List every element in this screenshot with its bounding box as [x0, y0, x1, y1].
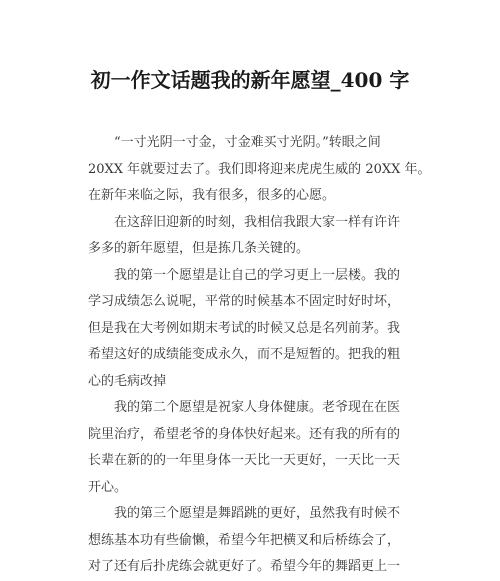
text-line: 长辈在新的的一年里身体一天比一天更好，一天比一天: [88, 453, 401, 468]
text-line: 心的毛病改掉: [88, 373, 167, 389]
text-line: 院里治疗，希望老爷的身体快好起来。还有我的所有的: [88, 426, 401, 442]
text-line: 在新年来临之际，我有很多，很多的心愿。: [88, 188, 336, 203]
paragraph-3: [88, 263, 418, 396]
paragraph-1: [88, 130, 431, 210]
text-line: “一寸光阴一寸金，寸金难买寸光阴。”转眼之间: [88, 135, 381, 150]
text-line: 我的第一个愿望是让自己的学习更上一层楼。我的: [88, 267, 401, 283]
text-line: 开心。: [88, 479, 128, 495]
paragraph-2: [88, 210, 418, 263]
text-line: 我的第二个愿望是祝家人身体健康。老爷现在在医: [88, 400, 401, 415]
text-line: 20XX 年就要过去了。我们即将迎来虎虎生威的 20XX 年。: [88, 161, 431, 177]
text-line: 对了还有后扑虎练会就更好了。希望今年的舞蹈更上一: [88, 559, 401, 574]
text-line: 希望这好的成绩能变成永久，而不是短暂的。把我的粗: [88, 347, 401, 362]
paragraph-5: [88, 501, 418, 581]
document-title: 初一作文话题我的新年愿望_400 字: [90, 68, 410, 92]
paragraph-4: [88, 395, 418, 501]
document-body: [88, 130, 431, 581]
text-line: 我的第三个愿望是舞蹈跳的更好，虽然我有时候不: [88, 506, 401, 521]
text-line: 但是我在大考例如期末考试的时候又总是名列前茅。我: [88, 320, 401, 336]
text-line: 在这辞旧迎新的时刻，我相信我跟大家一样有许许: [88, 214, 401, 230]
text-line: 学习成绩怎么说呢，平常的时候基本不固定时好时坏，: [88, 294, 401, 309]
text-line: 想练基本功有些偷懒，希望今年把横叉和后桥练会了，: [88, 532, 401, 548]
text-line: 多多的新年愿望，但是拣几条关键的。: [88, 241, 310, 256]
